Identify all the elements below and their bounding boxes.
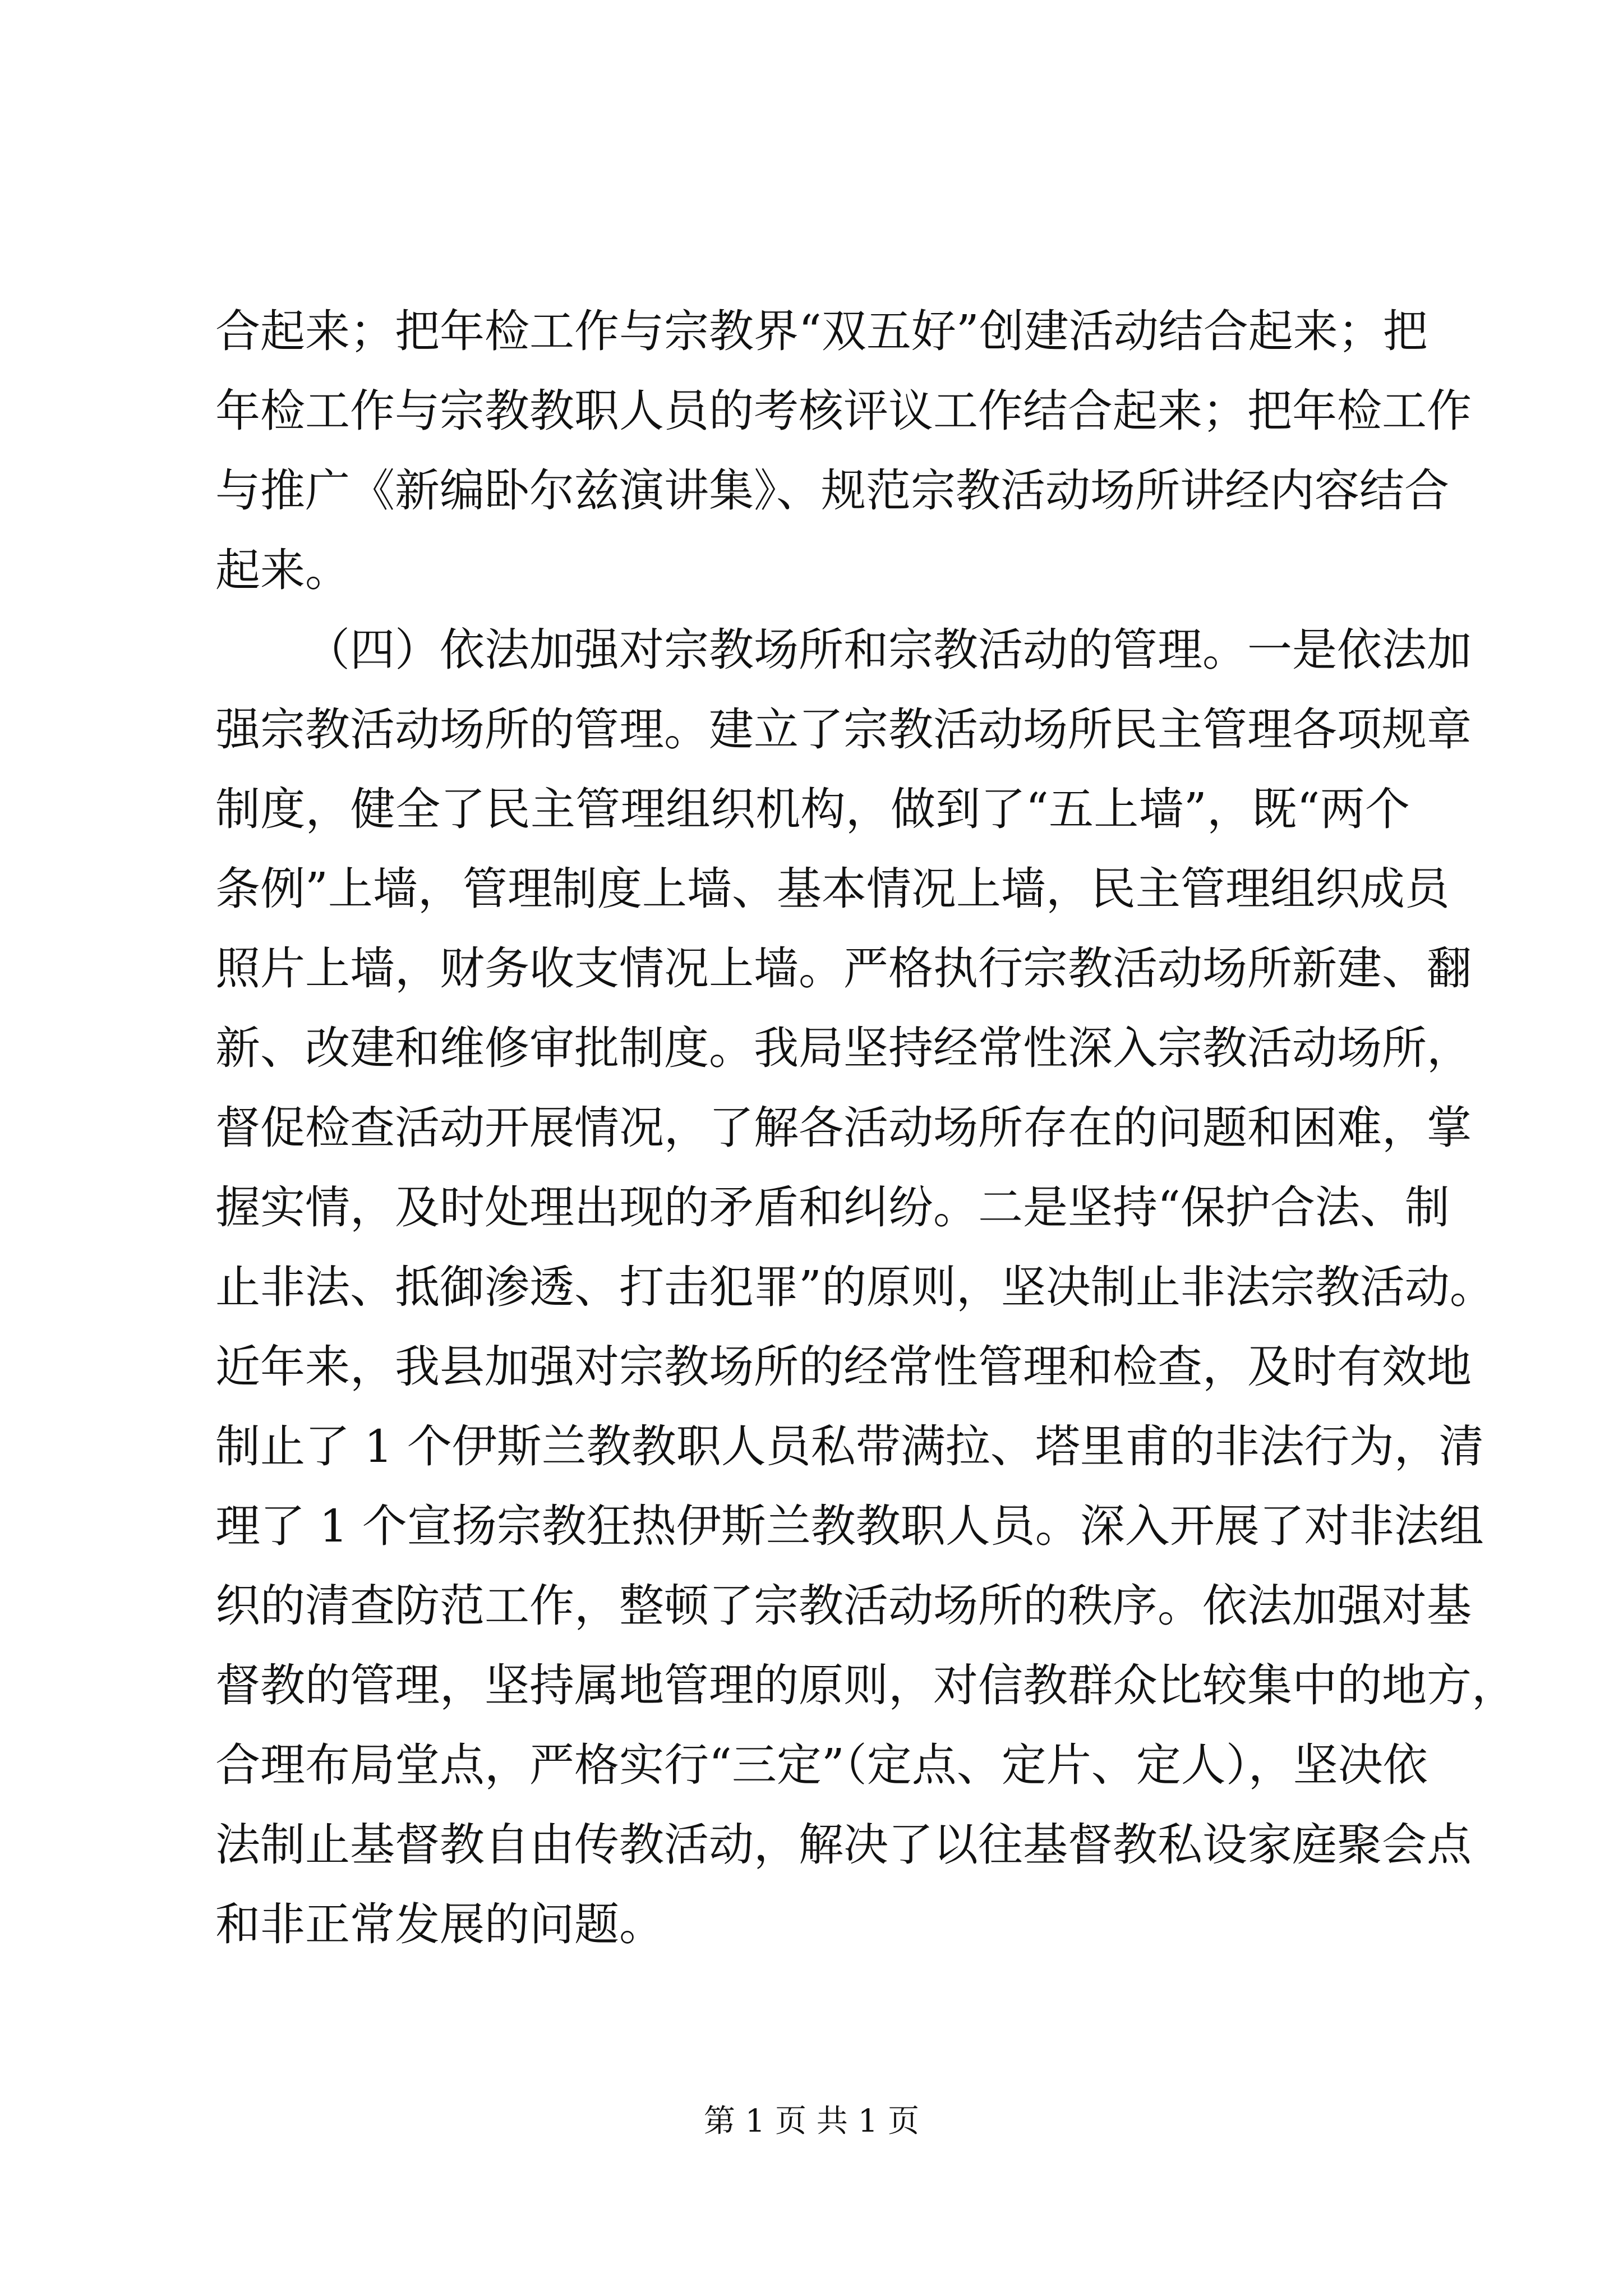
body-text — [215, 292, 1516, 1964]
text-line: 止非法、抵御渗透、打击犯罪”的原则，坚决制止非法宗教活动。 — [215, 1261, 1495, 1313]
text-line: 强宗教活动场所的管理。建立了宗教活动场所民主管理各项规章 — [215, 703, 1472, 756]
text-line: 织的清查防范工作，整顿了宗教活动场所的秩序。依法加强对基 — [215, 1580, 1472, 1632]
text-line: 和非正常发展的问题。 — [215, 1898, 664, 1950]
text-line: 近年来，我县加强对宗教场所的经常性管理和检查，及时有效地 — [215, 1341, 1472, 1393]
page-footer — [0, 2099, 1623, 2144]
text-line: 新、改建和维修审批制度。我局坚持经常性深入宗教活动场所， — [215, 1022, 1472, 1074]
text-line: 起来。 — [215, 544, 350, 596]
text-line: 条例”上墙，管理制度上墙、基本情况上墙，民主管理组织成员 — [215, 863, 1450, 915]
text-line: 法制止基督教自由传教活动，解决了以往基督教私设家庭聚会点 — [215, 1819, 1472, 1871]
page-number: 第 1 页 共 1 页 — [703, 2103, 920, 2139]
text-line: 制止了 1 个伊斯兰教教职人员私带满拉、塔里甫的非法行为，清 — [215, 1420, 1484, 1473]
text-line: 握实情，及时处理出现的矛盾和纠纷。二是坚持“保护合法、制 — [215, 1181, 1450, 1234]
text-line: 与推广《新编卧尔兹演讲集》、规范宗教活动场所讲经内容结合 — [215, 464, 1449, 517]
text-line: 理了 1 个宣扬宗教狂热伊斯兰教教职人员。深入开展了对非法组 — [215, 1500, 1484, 1552]
text-line: 年检工作与宗教教职人员的考核评议工作结合起来；把年检工作 — [215, 385, 1472, 437]
paragraph-heading-line: （四）依法加强对宗教场所和宗教活动的管理。一是依法加 — [305, 624, 1472, 676]
text-line: 制度，健全了民主管理组织机构，做到了“五上墙”，既“两个 — [215, 783, 1410, 835]
text-line: 督促检查活动开展情况，了解各活动场所存在的问题和困难，掌 — [215, 1102, 1472, 1154]
text-line: 合理布局堂点，严格实行“三定”（定点、定片、定人），坚决依 — [215, 1739, 1428, 1791]
text-line: 合起来；把年检工作与宗教界“双五好”创建活动结合起来；把 — [215, 305, 1428, 357]
text-line: 督教的管理，坚持属地管理的原则，对信教群众比较集中的地方， — [215, 1659, 1516, 1711]
text-line: 照片上墙，财务收支情况上墙。严格执行宗教活动场所新建、翻 — [215, 942, 1472, 995]
